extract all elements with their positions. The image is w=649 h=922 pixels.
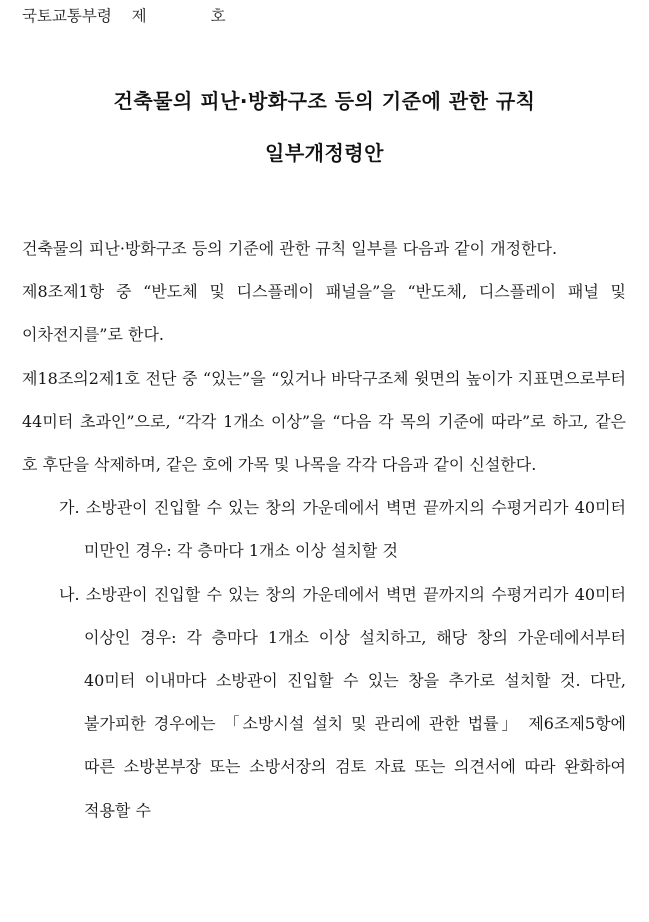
document-body — [22, 227, 626, 832]
document-title: 건축물의 피난·방화구조 등의 기준에 관한 규칙 — [113, 89, 536, 113]
intro-paragraph: 건축물의 피난·방화구조 등의 기준에 관한 규칙 일부를 다음과 같이 개정한다. — [22, 239, 558, 258]
amendment-paragraph-article-8: 제8조제1항 중 “반도체 및 디스플레이 패널을”을 “반도체, 디스플레이 패널 및 이차전지를”로 한다. — [22, 282, 626, 345]
list-item-ga: 가. 소방관이 진입할 수 있는 창의 가운데에서 벽면 끝까지의 수평거리가 40미터 미만인 경우: 각 층마다 1개소 이상 설치할 것 — [59, 498, 626, 561]
ordinance-header — [22, 4, 226, 28]
ordinance-number-prefix: 제 — [131, 7, 147, 25]
document-subtitle: 일부개정령안 — [265, 141, 384, 165]
list-item-na: 나. 소방관이 진입할 수 있는 창의 가운데에서 벽면 끝까지의 수평거리가 40미터 이상인 경우: 각 층마다 1개소 이상 설치하고, 해당 창의 가운데에서부터 40미터 이내마다 소방관이 진입할 수 있는 창을 추가로 설치할 것. 다만, 불가피한 경우에는 「소방시설 설치 및 관리에 관한 법률」 제6조제5항에 따른 소방본부장 또는 소방서장의 검토 자료 또는 의견서에 따라 완화하여 적용할 수 — [59, 584, 626, 820]
ordinance-label: 국토교통부령 — [22, 7, 112, 25]
amendment-paragraph-article-18-2: 제18조의2제1호 전단 중 “있는”을 “있거나 바닥구조체 윗면의 높이가 지표면으로부터 44미터 초과인”으로, “각각 1개소 이상”을 “다음 각 목의 기준에 따라”로 하고, 같은 호 후단을 삭제하며, 같은 호에 가목 및 나목을 각각 다음과 같이 신설한다. — [22, 368, 626, 475]
ordinance-number-suffix: 호 — [210, 7, 226, 25]
